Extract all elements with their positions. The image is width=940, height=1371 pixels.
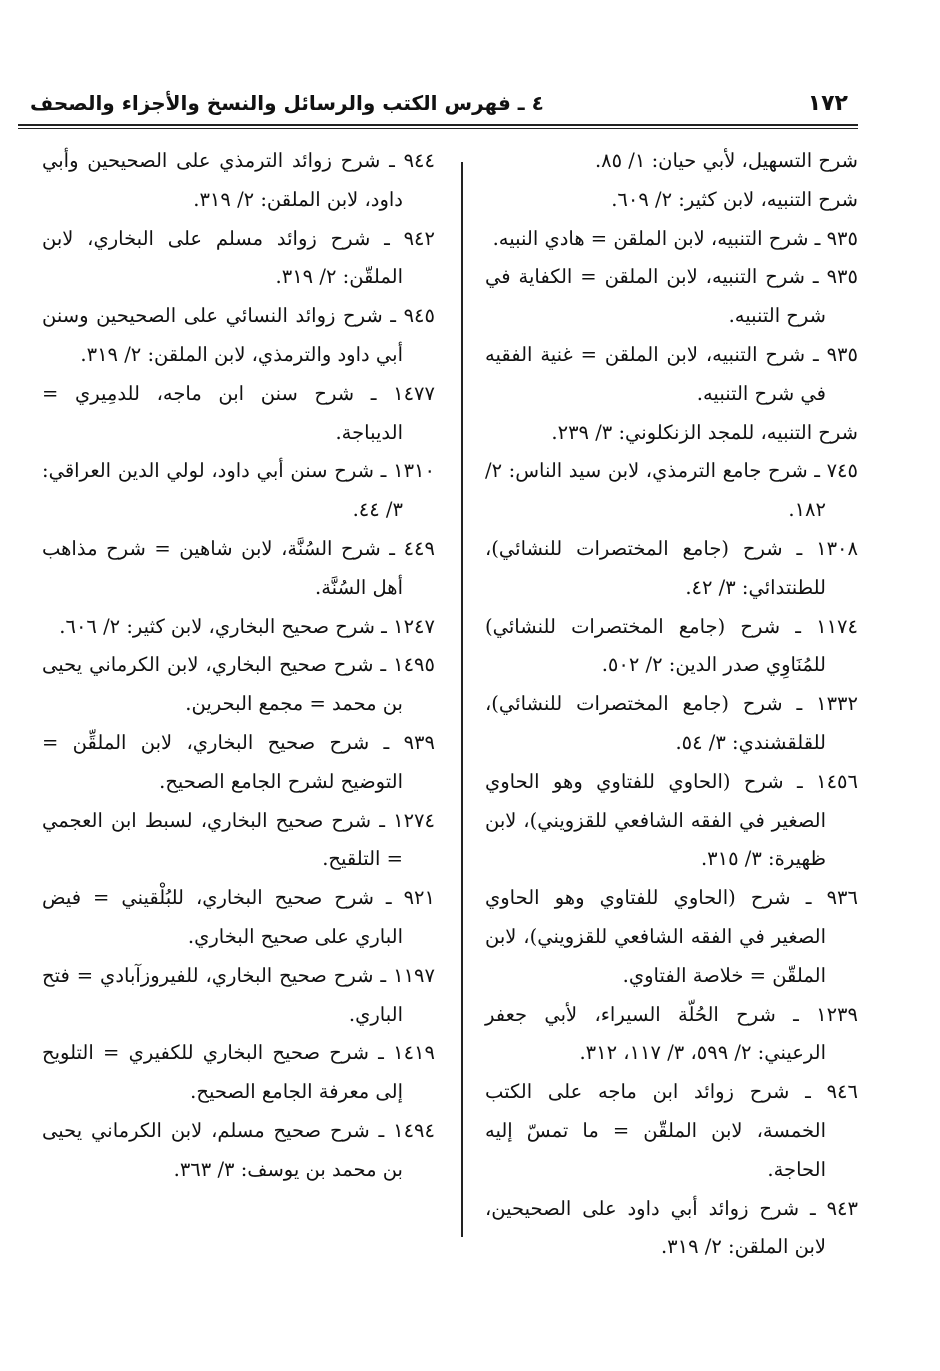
column-divider — [461, 162, 463, 1237]
index-entry: ١٤١٩ ـ شرح صحيح البخاري للكفيري = التلويح إلى معرفة الجامع الصحيح. — [42, 1041, 435, 1104]
index-entry: ٩٣٦ ـ شرح (الحاوي للفتاوي وهو الحاوي الصغير في الفقه الشافعي للقزويني)، لابن الملقّن = خلاصة الفتاوي. — [485, 886, 858, 987]
index-entry: ٤٤٩ ـ شرح السُنَّة، لابن شاهين = شرح مذاهب أهل السُنَّة. — [42, 536, 435, 599]
index-entry: ٧٤٥ ـ شرح جامع الترمذي، لابن سيد الناس: ٢/ ١٨٢. — [485, 459, 858, 522]
index-entry: ٩٣٩ ـ شرح صحيح البخاري، لابن الملقِّن = التوضيح لشرح الجامع الصحيح. — [42, 730, 435, 793]
page-number: ١٧٢ — [807, 90, 848, 116]
index-entry: ١١٩٧ ـ شرح صحيح البخاري، للفيروزآبادي = فتح الباري. — [42, 963, 435, 1026]
index-entry: ١٢٧٤ ـ شرح صحيح البخاري، لسبط ابن العجمي = التلقيح. — [42, 808, 435, 871]
section-title: ٤ ـ فهرس الكتب والرسائل والنسخ والأجزاء والصحف — [30, 91, 544, 115]
index-entry: ٩٢١ ـ شرح صحيح البخاري، للبُلْقيني = فيض الباري على صحيح البخاري. — [42, 886, 435, 948]
index-entry: شرح التنبيه، للمجد الزنكلوني: ٣/ ٢٣٩. — [551, 420, 858, 444]
index-entry: ١٤٩٥ ـ شرح صحيح البخاري، لابن الكرماني يحيى بن محمد = مجمع البحرين. — [42, 653, 435, 716]
index-entry: ١٣١٠ ـ شرح سنن أبي داود، لولي الدين العراقي: ٣/ ٤٤. — [42, 459, 435, 522]
index-entry: ١٤٥٦ ـ شرح (الحاوي للفتاوي وهو الحاوي الصغير في الفقه الشافعي للقزويني)، لابن ظهيرة: ٣/ ٣١٥. — [485, 769, 858, 871]
index-entry: ١٤٧٧ ـ شرح سنن ابن ماجه، للدمِيري = الديباجة. — [42, 381, 435, 444]
index-entry: ١٣٠٨ ـ شرح (جامع المختصرات للنشائي)، للطنتدائي: ٣/ ٤٢. — [485, 536, 858, 599]
index-entry: ١٢٣٩ ـ شرح الحُلّة السيراء، لأبي جعفر الرعيني: ٢/ ٥٩٩، ٣/ ١١٧، ٣١٢. — [485, 1002, 858, 1065]
index-entry: ١٢٤٧ ـ شرح صحيح البخاري، لابن كثير: ٢/ ٦٠٦. — [59, 614, 435, 638]
index-entry: ٩٣٥ ـ شرح التنبيه، لابن الملقن = الكفاية في شرح التنبيه. — [485, 265, 858, 328]
index-entry: شرح التسهيل، لأبي حيان: ١/ ٨٥. — [594, 149, 858, 172]
index-entry: ١٣٣٢ ـ شرح (جامع المختصرات للنشائي)، للقلقشندي: ٣/ ٥٤. — [485, 692, 858, 754]
index-column-left — [42, 142, 435, 1190]
index-entry: شرح التنبيه، لابن كثير: ٢/ ٦٠٩. — [611, 187, 858, 211]
index-entry: ٩٤٥ ـ شرح زوائد النسائي على الصحيحين وسنن أبي داود والترمذي، لابن الملقن: ٢/ ٣١٩. — [42, 304, 435, 366]
header-rule — [18, 124, 858, 126]
index-entry: ٩٤٤ ـ شرح زوائد الترمذي على الصحيحين وأبي داود، لابن الملقن: ٢/ ٣١٩. — [42, 149, 435, 211]
index-entry: ١١٧٤ ـ شرح (جامع المختصرات للنشائي) للمُنَاوِي صدر الدين: ٢/ ٥٠٢. — [485, 614, 858, 677]
page-header — [30, 86, 848, 120]
index-entry: ١٤٩٤ ـ شرح صحيح مسلم، لابن الكرماني يحيى بن محمد بن يوسف: ٣/ ٣٦٣. — [42, 1118, 435, 1181]
index-entry: ٩٤٣ ـ شرح زوائد أبي داود على الصحيحين، لابن الملقن: ٢/ ٣١٩. — [485, 1196, 858, 1259]
index-column-right — [485, 142, 858, 1267]
header-rule-thin — [18, 128, 858, 129]
index-entry: ٩٣٥ ـ شرح التنبيه، لابن الملقن = غنية الفقيه في شرح التنبيه. — [485, 342, 858, 405]
index-entry: ٩٤٢ ـ شرح زوائد مسلم على البخاري، لابن الملقّن: ٢/ ٣١٩. — [42, 226, 435, 289]
index-entry: ٩٣٥ ـ شرح التنبيه، لابن الملقن = هادي النبيه. — [492, 226, 858, 250]
index-entry: ٩٤٦ ـ شرح زوائد ابن ماجه على الكتب الخمسة، لابن الملقّن = ما تمسّ إليه الحاجة. — [485, 1080, 858, 1181]
